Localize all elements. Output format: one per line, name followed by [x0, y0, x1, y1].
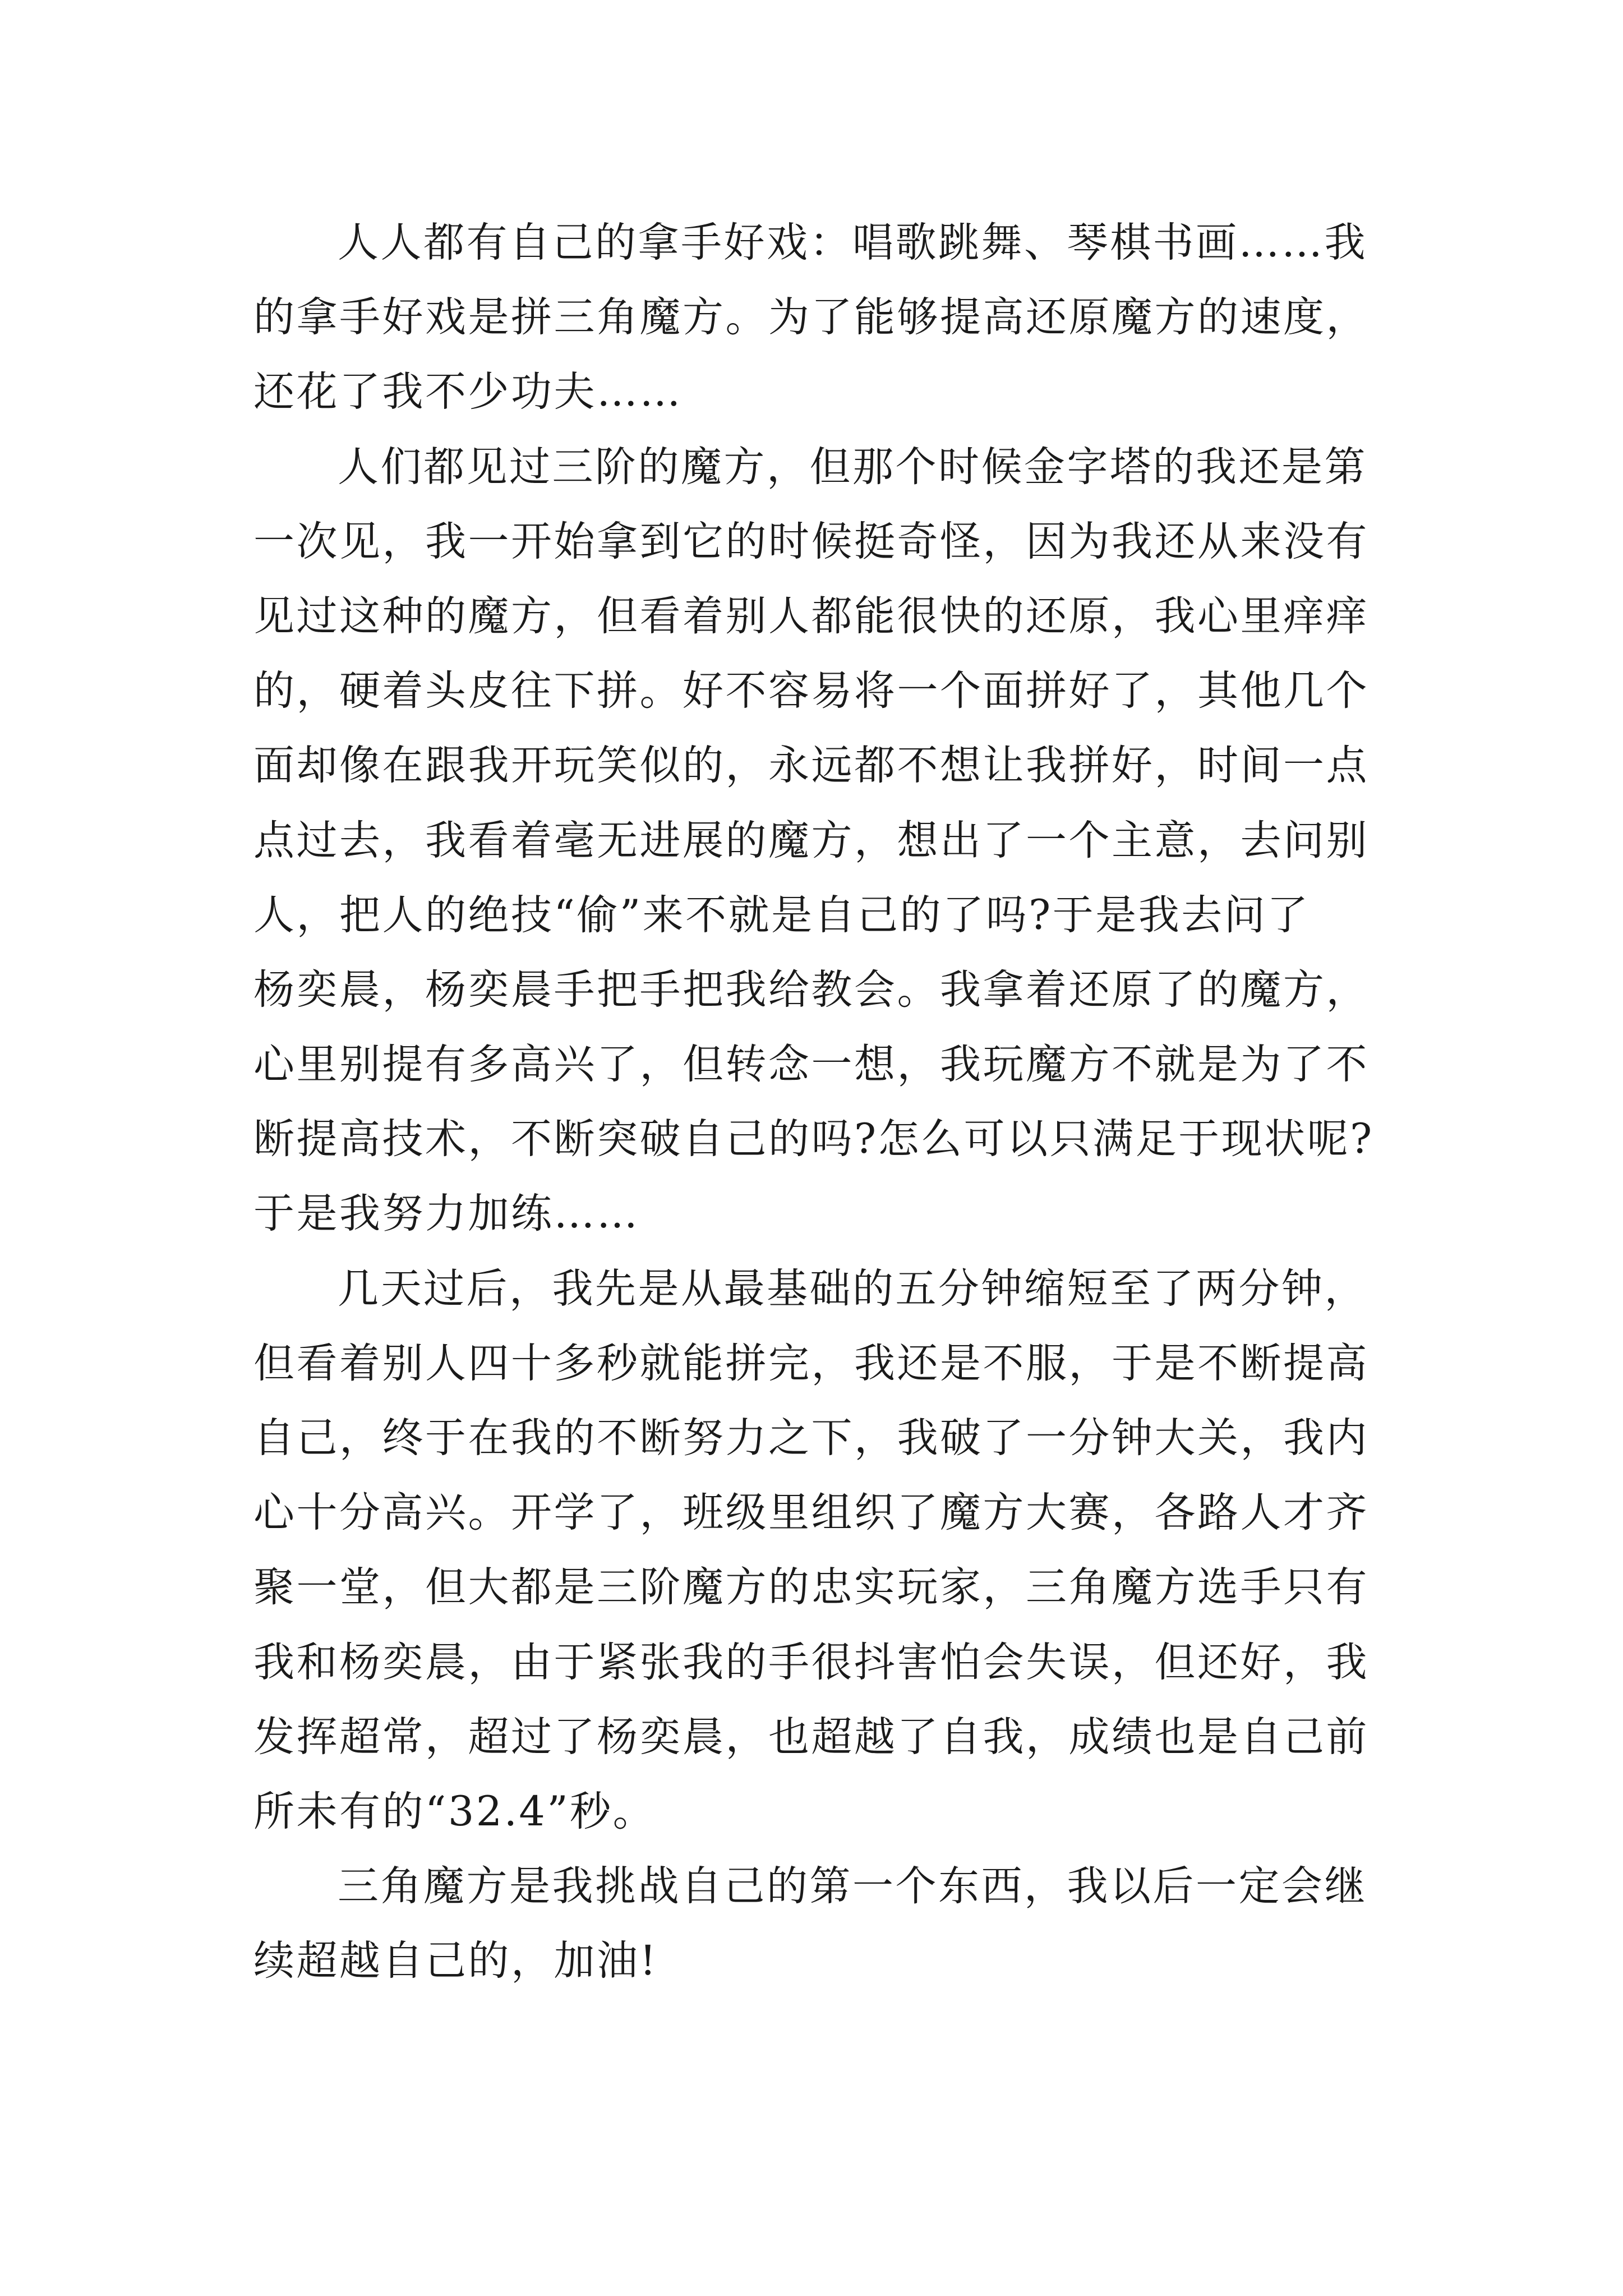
paragraph-4-line-1: 三角魔方是我挑战自己的第一个东西，我以后一定会继 — [338, 1862, 1367, 1911]
paragraph-2-line-9: 心里别提有多高兴了，但转念一想，我玩魔方不就是为了不 — [253, 1041, 1369, 1089]
essay-body — [253, 205, 1392, 1999]
paragraph-3-line-2: 但看着别人四十多秒就能拼完，我还是不服，于是不断提高 — [253, 1339, 1369, 1387]
paragraph-2-line-5: 面却像在跟我开玩笑似的，永远都不想让我拼好，时间一点 — [253, 742, 1369, 790]
paragraph-2-line-3: 见过这种的魔方，但看着别人都能很快的还原，我心里痒痒 — [253, 592, 1369, 640]
paragraph-3-line-7: 发挥超常，超过了杨奕晨，也超越了自我，成绩也是自己前 — [253, 1713, 1369, 1761]
paragraph-1-line-1: 人人都有自己的拿手好戏：唱歌跳舞、琴棋书画……我 — [338, 219, 1367, 266]
paragraph-3-line-5: 聚一堂，但大都是三阶魔方的忠实玩家，三角魔方选手只有 — [253, 1563, 1369, 1612]
paragraph-2-line-6: 点过去，我看着毫无进展的魔方，想出了一个主意，去问别 — [253, 816, 1369, 864]
paragraph-3-line-3: 自己，终于在我的不断努力之下，我破了一分钟大关，我内 — [253, 1414, 1369, 1462]
paragraph-2-line-8: 杨奕晨，杨奕晨手把手把我给教会。我拿着还原了的魔方， — [253, 965, 1369, 1014]
paragraph-4-line-2: 续超越自己的，加油! — [253, 1937, 658, 1985]
paragraph-3-line-8: 所未有的“32.4”秒。 — [253, 1787, 656, 1835]
paragraph-3-line-6: 我和杨奕晨，由于紧张我的手很抖害怕会失误，但还好，我 — [253, 1638, 1369, 1686]
paragraph-2-line-7: 人，把人的绝技“偷”来不就是自己的了吗?于是我去问了 — [253, 891, 1310, 939]
paragraph-3-line-1: 几天过后，我先是从最基础的五分钟缩短至了两分钟， — [338, 1264, 1367, 1313]
paragraph-2-line-2: 一次见，我一开始拿到它的时候挺奇怪，因为我还从来没有 — [253, 517, 1369, 565]
paragraph-1-line-3: 还花了我不少功夫…… — [253, 368, 683, 416]
paragraph-1-line-2: 的拿手好戏是拼三角魔方。为了能够提高还原魔方的速度， — [253, 293, 1369, 342]
paragraph-2-line-1: 人们都见过三阶的魔方，但那个时候金字塔的我还是第 — [338, 443, 1367, 491]
paragraph-2-line-10: 断提高技术，不断突破自己的吗?怎么可以只满足于现状呢? — [253, 1115, 1374, 1163]
paragraph-2-line-4: 的，硬着头皮往下拼。好不容易将一个面拼好了，其他几个 — [253, 667, 1369, 715]
paragraph-2-line-11: 于是我努力加练…… — [253, 1190, 640, 1238]
paragraph-3-line-4: 心十分高兴。开学了，班级里组织了魔方大赛，各路人才齐 — [253, 1489, 1369, 1537]
